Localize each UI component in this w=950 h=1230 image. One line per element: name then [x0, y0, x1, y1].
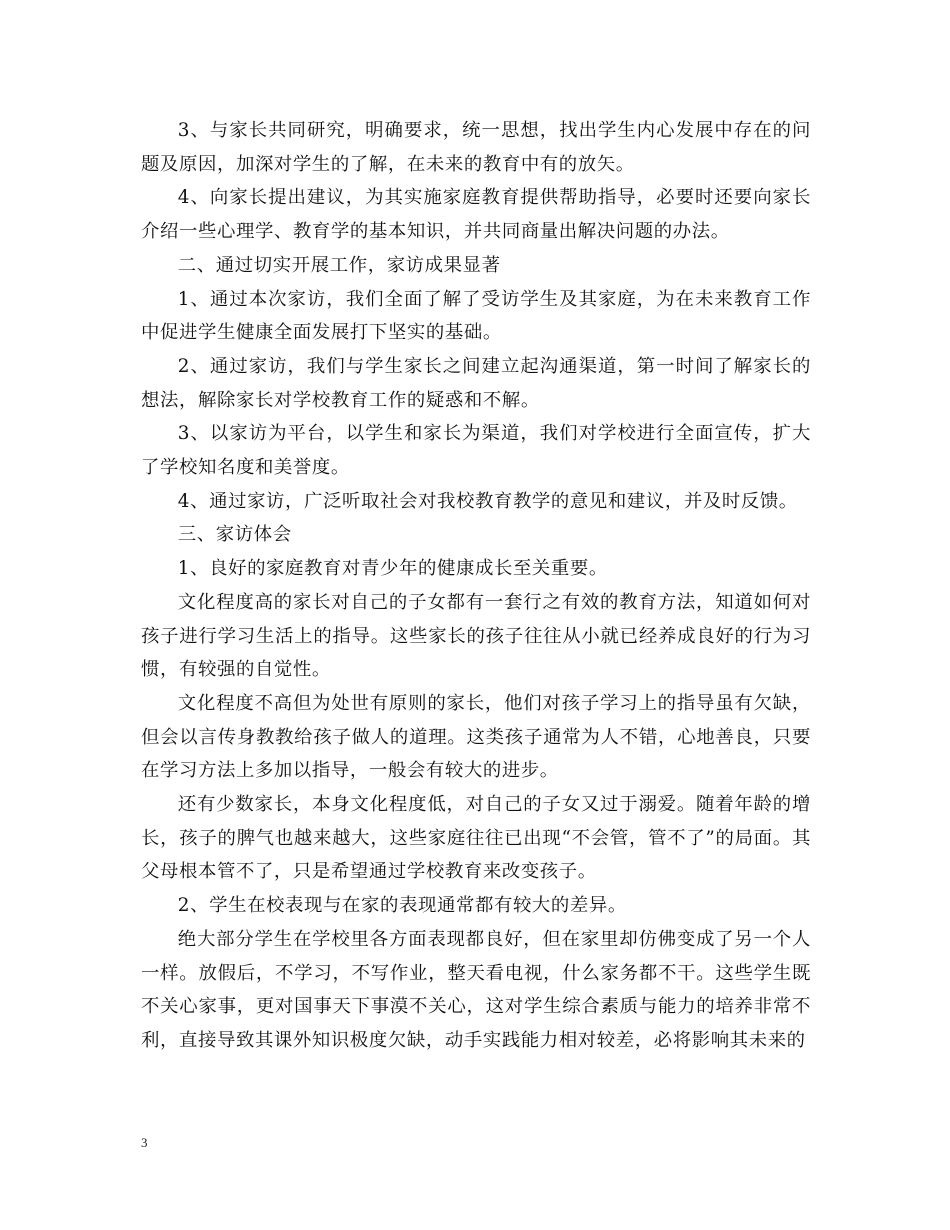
paragraph: 2、通过家访，我们与学生家长之间建立起沟通渠道，第一时间了解家长的想法，解除家长对学校教育工作的疑惑和不解。 [141, 355, 811, 411]
body-text [141, 114, 811, 1058]
paragraph: 还有少数家长，本身文化程度低，对自己的子女又过于溺爱。随着年龄的增长，孩子的脾气也越来越大，这些家庭往往已出现“不会管，管不了”的局面。其父母根本管不了，只是希望通过学校教育来改变孩子。 [141, 794, 811, 883]
paragraph: 1、通过本次家访，我们全面了解了受访学生及其家庭，为在未来教育工作中促进学生健康全面发展打下坚实的基础。 [141, 288, 811, 344]
paragraph: 3、以家访为平台，以学生和家长为渠道，我们对学校进行全面宣传，扩大了学校知名度和美誉度。 [141, 423, 811, 479]
paragraph: 绝大部分学生在学校里各方面表现都良好，但在家里却仿佛变成了另一个人一样。放假后，不学习，不写作业，整天看电视，什么家务都不干。这些学生既不关心家事，更对国事天下事漠不关心，这对学生综合素质与能力的培养非常不利，直接导致其课外知识极度欠缺，动手实践能力相对较差，必将影响其未来的 [141, 928, 811, 1051]
paragraph: 3、与家长共同研究，明确要求，统一思想，找出学生内心发展中存在的问题及原因，加深对学生的了解，在未来的教育中有的放矢。 [141, 120, 811, 175]
paragraph: 2、学生在校表现与在家的表现通常都有较大的差异。 [177, 895, 627, 917]
section-heading: 二、通过切实开展工作，家访成果显著 [177, 254, 501, 276]
paragraph: 1、良好的家庭教育对青少年的健康成长至关重要。 [177, 558, 608, 580]
paragraph: 文化程度高的家长对自己的子女都有一套行之有效的教育方法，知道如何对孩子进行学习生活上的指导。这些家长的孩子往往从小就已经养成良好的行为习惯，有较强的自觉性。 [141, 591, 811, 681]
paragraph: 4、向家长提出建议，为其实施家庭教育提供帮助指导，必要时还要向家长介绍一些心理学、教育学的基本知识，并共同商量出解决问题的办法。 [141, 187, 811, 243]
paragraph: 文化程度不高但为处世有原则的家长，他们对孩子学习上的指导虽有欠缺，但会以言传身教教给孩子做人的道理。这类孩子通常为人不错，心地善良，只要在学习方法上多加以指导，一般会有较大的进步。 [141, 692, 811, 782]
section-heading: 三、家访体会 [177, 524, 292, 546]
paragraph: 4、通过家访，广泛听取社会对我校教育教学的意见和建议，并及时反馈。 [177, 490, 798, 512]
page-number: 3 [141, 1135, 148, 1150]
